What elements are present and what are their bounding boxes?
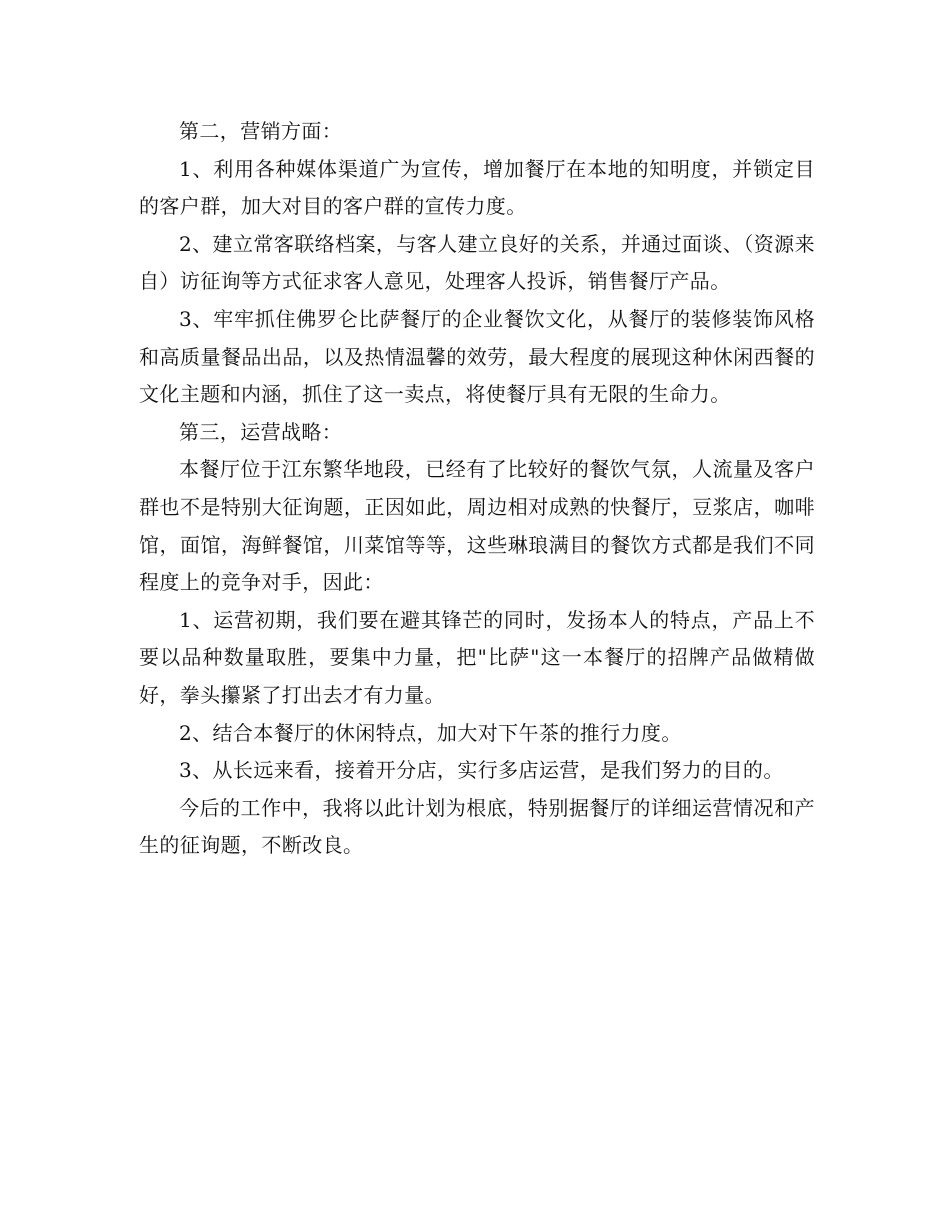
document-body bbox=[139, 113, 815, 865]
paragraph-marketing-2: 2、建立常客联络档案，与客人建立良好的关系，并通过面谈、（资源来自）访征询等方式征求客人意见，处理客人投诉，销售餐厅产品。 bbox=[139, 231, 815, 294]
paragraph-closing: 今后的工作中，我将以此计划为根底，特别据餐厅的详细运营情况和产生的征询题，不断改良。 bbox=[139, 795, 815, 858]
paragraph-marketing-3: 3、牢牢抓住佛罗仑比萨餐厅的企业餐饮文化，从餐厅的装修装饰风格和高质量餐品出品，以及热情温馨的效劳，最大程度的展现这种休闲西餐的文化主题和内涵，抓住了这一卖点，将使餐厅具有无限的生命力。 bbox=[139, 306, 815, 407]
section-heading-strategy: 第三，运营战略： bbox=[179, 419, 343, 444]
section-heading-marketing: 第二，营销方面： bbox=[179, 119, 343, 143]
paragraph-strategy-2: 2、结合本餐厅的休闲特点，加大对下午茶的推行力度。 bbox=[179, 720, 682, 745]
paragraph-strategy-1: 1、运营初期，我们要在避其锋芒的同时，发扬本人的特点，产品上不要以品种数量取胜，要集中力量，把"比萨"这一本餐厅的招牌产品做精做好，拳头攥紧了打出去才有力量。 bbox=[139, 607, 815, 707]
paragraph-strategy-3: 3、从长远来看，接着开分店，实行多店运营，是我们努力的目的。 bbox=[179, 758, 784, 783]
paragraph-strategy-intro: 本餐厅位于江东繁华地段，已经有了比较好的餐饮气氛，人流量及客户群也不是特别大征询题，正因如此，周边相对成熟的快餐厅，豆浆店，咖啡馆，面馆，海鲜餐馆，川菜馆等等，这些琳琅满目的餐饮方式都是我们不同程度上的竞争对手，因此： bbox=[139, 457, 815, 595]
paragraph-marketing-1: 1、利用各种媒体渠道广为宣传，增加餐厅在本地的知明度，并锁定目的客户群，加大对目的客户群的宣传力度。 bbox=[139, 156, 815, 219]
